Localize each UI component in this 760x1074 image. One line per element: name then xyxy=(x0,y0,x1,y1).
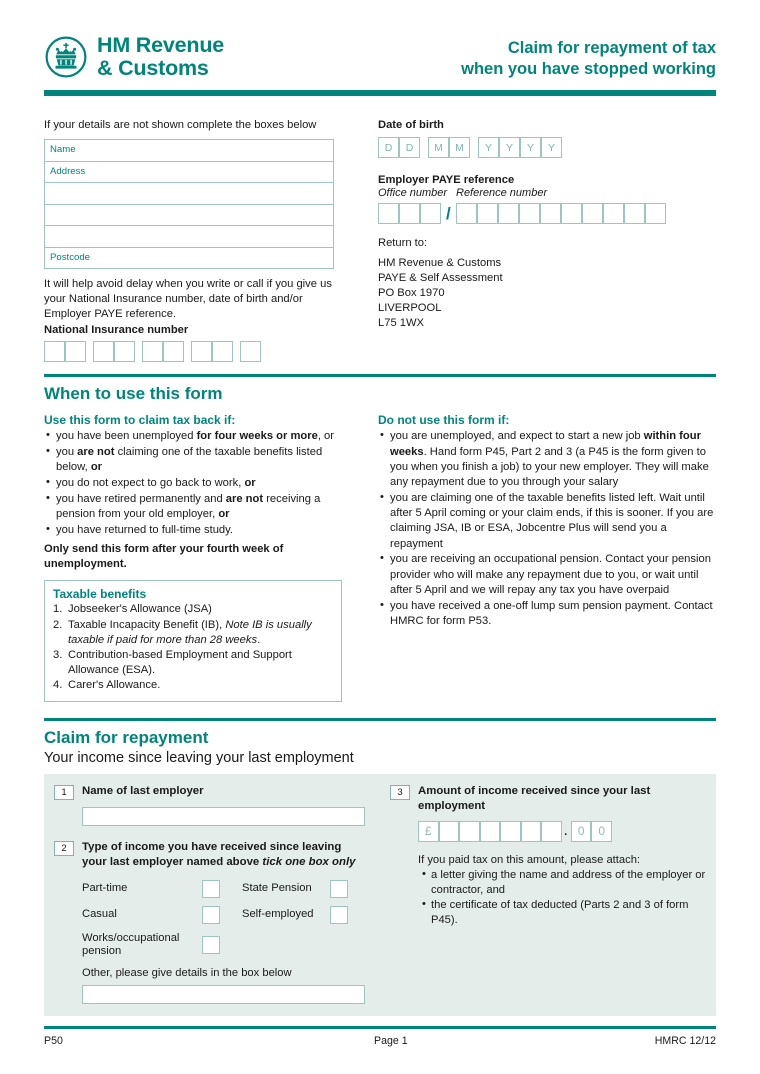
list-item: • you have retired permanently and are not receiving a pension from your old employer, or xyxy=(56,492,342,522)
form-sheet xyxy=(44,22,716,1047)
list-item xyxy=(53,648,333,678)
list-number: 4. xyxy=(53,679,63,692)
question-1 xyxy=(54,784,368,800)
return-address-line-1: HM Revenue & Customs xyxy=(378,257,502,269)
paye-ref-box-3[interactable] xyxy=(498,203,519,224)
question-3-number: 3 xyxy=(390,785,410,800)
question-3-label: Amount of income received since your last employment xyxy=(418,784,651,812)
paye-ref-box-8[interactable] xyxy=(603,203,624,224)
personal-details-left xyxy=(44,96,342,362)
ni-box-3[interactable] xyxy=(93,341,114,362)
other-income-input[interactable] xyxy=(82,985,365,1004)
when-to-use-heading: When to use this form xyxy=(44,384,223,404)
list-item-text: Contribution-based Employment and Support Allowance (ESA). xyxy=(68,649,292,677)
ni-box-5[interactable] xyxy=(142,341,163,362)
question-2-label-hint: tick one box only xyxy=(262,855,356,868)
checkbox-works-pension[interactable] xyxy=(202,936,220,954)
ni-box-4[interactable] xyxy=(114,341,135,362)
hmrc-brand-text xyxy=(97,34,224,80)
name-field-label: Name xyxy=(50,144,76,156)
claim-heading: Claim for repayment xyxy=(44,727,209,747)
brand-line-2: & Customs xyxy=(97,56,209,81)
footer-hmrc-version: HMRC 12/12 xyxy=(654,1034,716,1047)
paye-ref-box-7[interactable] xyxy=(582,203,603,224)
currency-symbol-box: £ xyxy=(418,821,439,842)
list-item: • you are claiming one of the taxable benefits listed left. Wait until after 5 April coming or your claim ends, if this is sooner. If you are claiming JSA, IB or ESA, Jobcentre Plus will send you a repayment xyxy=(390,491,716,552)
list-item xyxy=(53,602,333,617)
ni-box-7[interactable] xyxy=(191,341,212,362)
return-address-line-5: L75 1WX xyxy=(378,316,425,329)
list-item: • the certificate of tax deducted (Parts 2 and 3 of form P45). xyxy=(431,898,706,928)
ni-box-8[interactable] xyxy=(212,341,233,362)
ni-number-input[interactable] xyxy=(44,341,342,362)
option-row-3 xyxy=(82,932,367,959)
form-title xyxy=(461,38,716,80)
address-field-label: Address xyxy=(50,165,86,177)
option-label-state-pension: State Pension xyxy=(242,882,312,895)
claim-panel xyxy=(44,774,716,1016)
dob-box-d1[interactable]: D xyxy=(378,137,399,158)
use-this-form-list xyxy=(44,429,342,538)
taxable-benefits-box xyxy=(44,580,342,701)
do-not-use-column xyxy=(378,413,716,701)
taxable-benefits-list xyxy=(53,602,333,693)
dob-box-m1[interactable]: M xyxy=(428,137,449,158)
address-fieldset xyxy=(44,139,334,269)
question-2-number: 2 xyxy=(54,841,74,856)
paye-ref-box-9[interactable] xyxy=(624,203,645,224)
list-item: • you do not expect to go back to work, or xyxy=(56,476,342,491)
amount-box-6[interactable] xyxy=(541,821,562,842)
paye-ref-box-2[interactable] xyxy=(477,203,498,224)
amount-box-5[interactable] xyxy=(521,821,542,842)
paye-office-box-2[interactable] xyxy=(399,203,420,224)
checkbox-state-pension[interactable] xyxy=(330,880,348,898)
attachments-lead: If you paid tax on this amount, please attach: xyxy=(418,853,641,866)
list-item: • you have been unemployed for four weeks or more, or xyxy=(56,429,342,444)
list-item: • you have received a one-off lump sum pension payment. Contact HMRC for form P53. xyxy=(390,599,716,629)
do-not-use-heading: Do not use this form if: xyxy=(378,413,510,428)
list-number: 2. xyxy=(53,618,63,631)
form-title-line-1: Claim for repayment of tax xyxy=(507,39,716,57)
question-1-number: 1 xyxy=(54,785,74,800)
amount-box-1[interactable] xyxy=(439,821,460,842)
checkbox-casual[interactable] xyxy=(202,906,220,924)
dob-box-y3[interactable]: Y xyxy=(520,137,541,158)
date-of-birth-label: Date of birth xyxy=(378,119,444,131)
list-number: 3. xyxy=(53,649,63,661)
footer-rule xyxy=(44,1026,716,1029)
when-to-use-rule xyxy=(44,374,716,377)
income-type-options xyxy=(82,880,367,959)
list-item: • you are unemployed, and expect to start a new job within four weeks. Hand form P45, Part 2 and 3 (a P45 is the form given to you when you finish a job) to your new employer. They will make any repayment due to you through your salary xyxy=(390,429,716,490)
hmrc-crown-icon xyxy=(44,35,88,79)
option-row-1 xyxy=(82,880,367,898)
list-item xyxy=(53,618,333,648)
question-1-label: Name of last employer xyxy=(82,784,204,797)
use-this-form-heading: Use this form to claim tax back if: xyxy=(44,413,236,428)
list-item: • you are receiving an occupational pension. Contact your pension provider who will make any repayment due to you, or wait until after 5 April and we will repay any tax you have overpaid xyxy=(390,552,716,598)
pence-box-1[interactable]: 0 xyxy=(571,821,592,842)
taxable-benefits-title: Taxable benefits xyxy=(53,587,147,602)
list-item xyxy=(53,678,333,693)
only-send-note: Only send this form after your fourth week of unemployment. xyxy=(44,543,284,571)
ni-box-9[interactable] xyxy=(240,341,261,362)
last-employer-name-input[interactable] xyxy=(82,807,365,826)
list-item-text: Carer's Allowance. xyxy=(68,679,161,692)
dob-box-y1[interactable]: Y xyxy=(478,137,499,158)
claim-panel-left xyxy=(44,784,380,1004)
personal-details-right xyxy=(378,96,716,362)
list-item: • a letter giving the name and address of the employer or contractor, and xyxy=(431,868,706,898)
dob-box-d2[interactable]: D xyxy=(399,137,420,158)
question-2-label-main: Type of income you have received since leaving your last employer named above xyxy=(82,840,342,868)
claim-subheading: Your income since leaving your last employment xyxy=(44,749,354,766)
when-to-use-section xyxy=(44,413,716,701)
option-label-self-employed: Self-employed xyxy=(242,908,314,921)
postcode-field-label: Postcode xyxy=(50,251,91,263)
return-to-lead: Return to: xyxy=(378,237,428,250)
footer-page-number: Page 1 xyxy=(374,1034,408,1047)
list-number: 1. xyxy=(53,603,63,616)
paye-separator: / xyxy=(446,203,451,223)
ni-box-2[interactable] xyxy=(65,341,86,362)
hmrc-brand xyxy=(44,34,224,80)
attachments-list xyxy=(422,868,706,929)
brand-line-1: HM Revenue xyxy=(97,33,225,57)
return-address-line-3: PO Box 1970 xyxy=(378,286,445,299)
paye-office-box-1[interactable] xyxy=(378,203,399,224)
use-this-form-column xyxy=(44,413,342,701)
date-of-birth-input[interactable] xyxy=(378,137,716,158)
option-row-2 xyxy=(82,906,367,924)
income-amount-input[interactable] xyxy=(418,821,706,842)
address-field-line-3[interactable] xyxy=(45,205,333,227)
list-item-text: Taxable Incapacity Benefit (IB), Note IB is usually taxable if paid for more than 28 weeks. xyxy=(68,618,312,646)
question-2 xyxy=(54,840,368,870)
list-item: • you are not claiming one of the taxable benefits listed below, or xyxy=(56,445,342,475)
dob-box-m2[interactable]: M xyxy=(449,137,470,158)
claim-section-rule xyxy=(44,718,716,721)
ni-number-label: National Insurance number xyxy=(44,324,189,337)
ni-box-1[interactable] xyxy=(44,341,65,362)
amount-box-3[interactable] xyxy=(480,821,501,842)
list-item-text: Jobseeker's Allowance (JSA) xyxy=(68,603,212,616)
paye-sublabels xyxy=(378,187,716,199)
option-label-casual: Casual xyxy=(82,908,117,921)
paye-ref-box-6[interactable] xyxy=(561,203,582,224)
name-field[interactable] xyxy=(45,140,333,162)
address-field-line-2[interactable] xyxy=(45,183,333,205)
paye-ref-box-10[interactable] xyxy=(645,203,666,224)
decimal-separator: . xyxy=(563,822,568,840)
question-3 xyxy=(390,784,706,814)
amount-box-2[interactable] xyxy=(459,821,480,842)
paye-reference-label: Employer PAYE reference xyxy=(378,174,515,187)
checkbox-self-employed[interactable] xyxy=(330,906,348,924)
postcode-field[interactable] xyxy=(45,248,333,270)
other-income-label: Other, please give details in the box below xyxy=(82,966,292,979)
form-title-line-2: when you have stopped working xyxy=(461,60,716,79)
paye-ref-box-4[interactable] xyxy=(519,203,540,224)
option-label-works-pension: Works/occupational pension xyxy=(82,932,180,958)
paye-ref-box-1[interactable] xyxy=(456,203,477,224)
list-item: • you have returned to full-time study. xyxy=(56,523,342,538)
paye-office-box-3[interactable] xyxy=(420,203,441,224)
personal-details-section xyxy=(44,96,716,362)
paye-reference-input[interactable] xyxy=(378,203,716,224)
return-address-line-2: PAYE & Self Assessment xyxy=(378,271,503,284)
address-field-line-4[interactable] xyxy=(45,226,333,248)
question-2-label xyxy=(82,840,368,870)
return-address-line-4: LIVERPOOL xyxy=(378,301,442,314)
form-header xyxy=(44,22,716,84)
details-help-note: It will help avoid delay when you write or call if you give us your National Insurance number, date of birth and/or Employer PAYE reference. xyxy=(44,278,332,321)
pence-box-2[interactable]: 0 xyxy=(591,821,612,842)
checkbox-part-time[interactable] xyxy=(202,880,220,898)
footer-form-code: P50 xyxy=(44,1034,63,1047)
option-label-part-time: Part-time xyxy=(82,882,128,895)
amount-box-4[interactable] xyxy=(500,821,521,842)
paye-ref-box-5[interactable] xyxy=(540,203,561,224)
details-intro: If your details are not shown complete the boxes below xyxy=(44,119,317,131)
reference-number-label: Reference number xyxy=(456,187,548,200)
office-number-label: Office number xyxy=(378,187,448,200)
dob-box-y4[interactable]: Y xyxy=(541,137,562,158)
ni-box-6[interactable] xyxy=(163,341,184,362)
claim-panel-right xyxy=(380,784,716,1004)
return-address-block xyxy=(378,236,716,330)
form-footer xyxy=(44,1035,716,1047)
address-field-line-1[interactable] xyxy=(45,162,333,184)
dob-box-y2[interactable]: Y xyxy=(499,137,520,158)
do-not-use-list xyxy=(378,429,716,629)
